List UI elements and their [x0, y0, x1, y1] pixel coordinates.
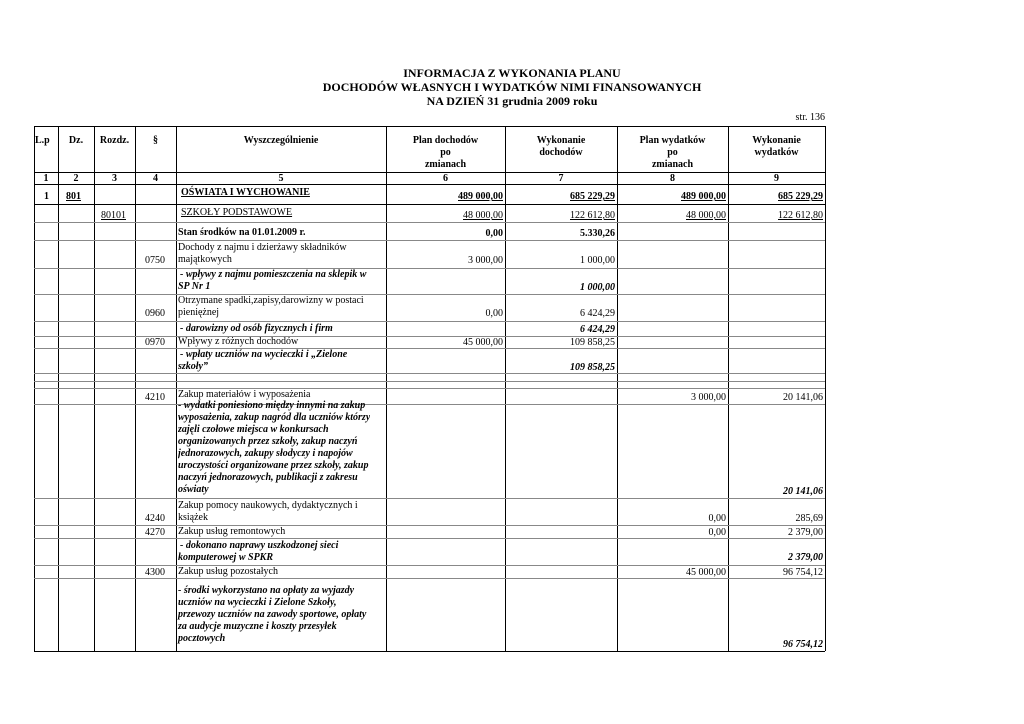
cell-plan-expense: 45 000,00	[686, 567, 726, 578]
row-divider	[34, 373, 825, 374]
table-border-top	[34, 126, 825, 127]
cell-exec-expense: 122 612,80	[778, 210, 823, 221]
row-divider	[34, 388, 825, 389]
document-title	[0, 66, 1024, 108]
row-divider	[34, 498, 825, 499]
desc-line: za audycje muzyczne i koszty przesyłek	[178, 621, 337, 632]
desc-line: - wydatki poniesiono między innymi na zakup	[178, 400, 366, 411]
cell-exec-expense: 20 141,06	[783, 486, 823, 497]
desc-line: - środki wykorzystano na opłaty za wyjazdy	[178, 585, 355, 596]
desc-line: jednorazowych, zakupy słodyczy i napojów	[178, 448, 353, 459]
desc-line: uczniów na wycieczki i Zielone Szkoły,	[178, 597, 337, 608]
cell-desc: - wpłaty uczniów na wycieczki i „Zielone	[180, 349, 348, 360]
cell-plan-income: 45 000,00	[463, 337, 503, 348]
row-divider	[34, 525, 825, 526]
header-exec-income	[505, 135, 617, 159]
cell-plan-income: 48 000,00	[463, 210, 503, 221]
cell-plan-expense: 48 000,00	[686, 210, 726, 221]
desc-line: zajęli czołowe miejsca w konkursach	[178, 424, 329, 435]
row-divider	[34, 268, 825, 269]
cell-exec-income: 5.330,26	[580, 228, 615, 239]
column-number: 7	[558, 173, 564, 184]
cell-desc: Zakup pomocy naukowych, dydaktycznych i	[178, 500, 358, 511]
cell-exec-income: 109 858,25	[570, 337, 615, 348]
row-divider	[34, 381, 825, 382]
cell-exec-income: 6 424,29	[580, 308, 615, 319]
table-border-right	[825, 126, 826, 651]
cell-desc: - wpływy z najmu pomieszczenia na sklepik w	[180, 269, 367, 280]
column-number: 9	[774, 173, 779, 184]
cell-desc: OŚWIATA I WYCHOWANIE	[181, 187, 310, 198]
header-text: Plan wydatków	[639, 135, 706, 146]
cell-desc-multiline	[178, 400, 370, 498]
title-line-1: INFORMACJA Z WYKONANIA PLANU	[403, 66, 621, 80]
row-divider	[34, 565, 825, 566]
cell-plan-income: 3 000,00	[468, 255, 503, 266]
cell-plan-expense: 0,00	[708, 513, 726, 524]
header-dz: Dz.	[68, 135, 84, 146]
cell-exec-income: 1 000,00	[580, 255, 615, 266]
header-description: Wyszczególnienie	[243, 135, 319, 146]
cell-paragraph: 4240	[145, 513, 165, 524]
cell-plan-expense: 0,00	[708, 527, 726, 538]
cell-dz: 801	[66, 191, 81, 202]
cell-desc: komputerowej w SPKR	[178, 552, 274, 563]
cell-desc: Zakup usług pozostałych	[178, 566, 278, 577]
cell-desc: Zakup usług remontowych	[178, 526, 286, 537]
cell-exec-income: 109 858,25	[570, 362, 615, 373]
desc-line: uroczystości organizowane przez szkoły, zakup	[178, 460, 369, 471]
cell-desc: Zakup materiałów i wyposażenia	[178, 389, 311, 400]
column-number: 1	[43, 173, 49, 184]
header-text: zmianach	[651, 159, 694, 170]
cell-exec-income: 122 612,80	[570, 210, 615, 221]
cell-paragraph: 4210	[145, 392, 165, 403]
cell-desc: - dokonano naprawy uszkodzonej sieci	[180, 540, 339, 551]
header-paragraph: §	[153, 135, 158, 146]
desc-line: wyposażenia, zakup nagród dla uczniów którzy	[178, 412, 371, 423]
header-text: zmianach	[424, 159, 467, 170]
column-number: 4	[153, 173, 158, 184]
cell-desc: pieniężnej	[178, 307, 220, 318]
cell-exec-income: 6 424,29	[580, 324, 615, 335]
cell-paragraph: 0750	[145, 255, 165, 266]
header-text: Wykonanie	[536, 135, 586, 146]
cell-desc: Stan środków na 01.01.2009 r.	[178, 227, 306, 238]
desc-line: oświaty	[178, 484, 209, 495]
cell-plan-income: 0,00	[485, 308, 503, 319]
header-lp: L.p	[35, 135, 50, 146]
cell-desc: Wpływy z różnych dochodów	[178, 336, 299, 347]
cell-desc: SZKOŁY PODSTAWOWE	[181, 207, 293, 218]
desc-line: organizowanych przez szkoły, zakup naczyń	[178, 436, 358, 447]
column-number: 5	[278, 173, 284, 184]
cell-desc: Otrzymane spadki,zapisy,darowizny w postaci	[178, 295, 364, 306]
column-number: 6	[443, 173, 448, 184]
cell-exec-expense: 2 379,00	[788, 552, 823, 563]
desc-line: naczyń jednorazowych, publikacji z zakresu	[178, 472, 358, 483]
cell-rozdz: 80101	[101, 210, 126, 221]
cell-desc-multiline	[178, 585, 366, 645]
cell-plan-income: 0,00	[485, 228, 503, 239]
cell-paragraph: 0960	[145, 308, 165, 319]
cell-paragraph: 0970	[145, 337, 165, 348]
header-text: dochodów	[539, 147, 583, 158]
table-border-bottom	[34, 651, 825, 652]
cell-exec-expense: 20 141,06	[783, 392, 823, 403]
column-number: 2	[73, 173, 79, 184]
cell-exec-income: 685 229,29	[570, 191, 615, 202]
row-divider	[34, 204, 825, 205]
desc-line: pocztowych	[178, 633, 226, 644]
row-divider	[34, 321, 825, 322]
cell-desc: książek	[178, 512, 208, 523]
row-divider	[34, 240, 825, 241]
cell-exec-expense: 96 754,12	[783, 639, 823, 650]
cell-exec-expense: 2 379,00	[788, 527, 823, 538]
cell-desc: - darowizny od osób fizycznych i firm	[180, 323, 333, 334]
header-plan-expense	[617, 135, 728, 171]
cell-desc: SP Nr 1	[178, 281, 211, 292]
cell-exec-expense: 285,69	[795, 513, 823, 524]
header-text: Wykonanie	[752, 135, 801, 146]
column-number: 3	[112, 173, 117, 184]
cell-plan-expense: 3 000,00	[691, 392, 726, 403]
row-divider	[34, 404, 825, 405]
cell-desc: szkoły”	[178, 361, 208, 372]
header-text: Plan dochodów	[412, 135, 479, 146]
header-exec-expense	[728, 135, 825, 159]
title-line-3: NA DZIEŃ 31 grudnia 2009 roku	[426, 94, 598, 108]
row-divider	[34, 222, 825, 223]
cell-desc: majątkowych	[178, 254, 232, 265]
page-number: str. 136	[795, 112, 825, 123]
header-text: wydatków	[754, 147, 799, 158]
row-divider	[34, 294, 825, 295]
column-number: 8	[670, 173, 675, 184]
header-text: po	[667, 147, 678, 158]
cell-exec-expense: 685 229,29	[778, 191, 823, 202]
cell-plan-expense: 489 000,00	[681, 191, 726, 202]
cell-plan-income: 489 000,00	[458, 191, 503, 202]
cell-paragraph: 4270	[145, 527, 165, 538]
title-line-2: DOCHODÓW WŁASNYCH I WYDATKÓW NIMI FINANSOWANYCH	[322, 80, 702, 94]
desc-line: przewozy uczniów na zawody sportowe, opłaty	[178, 609, 367, 620]
header-plan-income	[386, 135, 505, 171]
header-rozdz: Rozdz.	[99, 135, 130, 146]
cell-desc: Dochody z najmu i dzierżawy składników	[178, 242, 347, 253]
cell-exec-expense: 96 754,12	[783, 567, 823, 578]
header-text: po	[440, 147, 451, 158]
cell-exec-income: 1 000,00	[580, 282, 615, 293]
cell-paragraph: 4300	[145, 567, 165, 578]
cell-lp: 1	[44, 191, 49, 202]
